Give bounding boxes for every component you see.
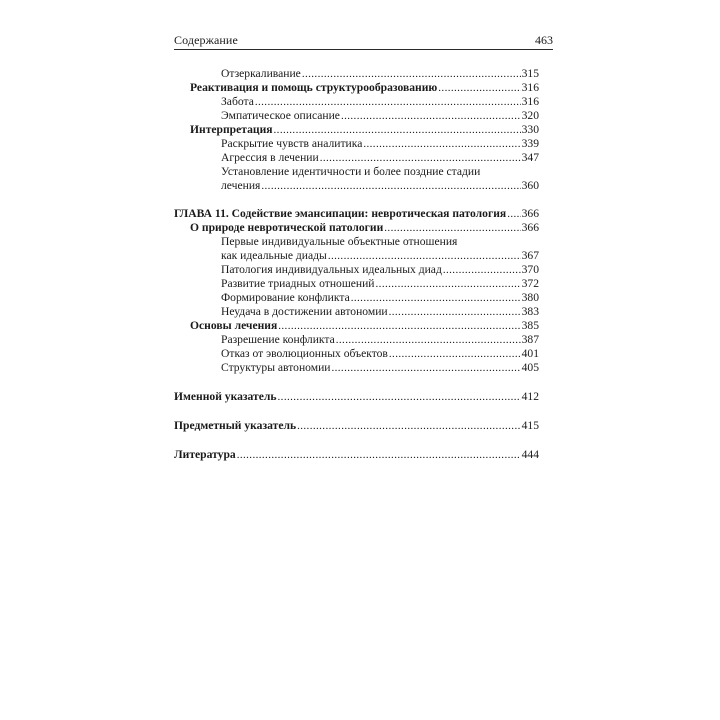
toc-chapter-page: 412 [521, 390, 539, 403]
toc-entry-page: 401 [521, 347, 539, 360]
toc-section [190, 123, 539, 137]
toc-entry [221, 249, 539, 263]
toc-chapter-label: Именной указатель [174, 390, 277, 403]
toc-section-label: Реактивация и помощь структурообразованию [190, 81, 438, 94]
toc-chapter [174, 419, 539, 433]
toc-entry-label: Патология индивидуальных идеальных диад [221, 263, 442, 276]
toc-entry-label: Агрессия в лечении [221, 151, 319, 164]
toc-section-page: 366 [521, 221, 539, 234]
leader-dots [336, 333, 521, 347]
toc-section [190, 221, 539, 235]
toc-entry-page: 372 [521, 277, 539, 290]
toc-entry-page: 347 [521, 151, 539, 164]
toc-entry-page: 370 [521, 263, 539, 276]
toc-entry-page: 320 [521, 109, 539, 122]
leader-dots [302, 67, 521, 81]
toc-entry [221, 333, 539, 347]
running-header [174, 31, 553, 50]
toc-entry [221, 361, 539, 375]
toc-chapter [174, 207, 539, 221]
leader-dots [438, 81, 520, 95]
toc-entry-label-line: Установление идентичности и более поздние стадии [221, 165, 481, 178]
toc-chapter [174, 448, 539, 462]
toc-entry [221, 179, 539, 193]
page-number: 463 [535, 33, 553, 47]
toc-section-page: 330 [521, 123, 539, 136]
toc-entry-label: как идеальные диады [221, 249, 327, 262]
toc-entry-label: лечения [221, 179, 261, 192]
toc-entry-label: Отзеркаливание [221, 67, 301, 80]
leader-dots [328, 249, 521, 263]
toc-entry-label: Раскрытие чувств аналитика [221, 137, 363, 150]
toc-chapter-label: ГЛАВА 11. Содействие эмансипации: невротическая патология [174, 207, 507, 220]
toc-chapter-page: 415 [521, 419, 539, 432]
toc-entry-page: 383 [521, 305, 539, 318]
toc-section-label: Интерпретация [190, 123, 273, 136]
leader-dots [351, 291, 521, 305]
toc-entry [221, 95, 539, 109]
toc-entry-label: Формирование конфликта [221, 291, 350, 304]
toc-entry [221, 291, 539, 305]
toc-section-label: Основы лечения [190, 319, 278, 332]
leader-dots [341, 109, 521, 123]
toc-chapter [174, 390, 539, 404]
leader-dots [237, 448, 521, 462]
toc-entry [221, 109, 539, 123]
leader-dots [376, 277, 521, 291]
toc-chapter-page: 366 [521, 207, 539, 220]
leader-dots [261, 179, 520, 193]
toc-entry [221, 67, 539, 81]
leader-dots [384, 221, 520, 235]
running-header-section: Содержание [174, 33, 238, 47]
toc-section-label: О природе невротической патологии [190, 221, 384, 234]
toc-entry-page: 380 [521, 291, 539, 304]
leader-dots [507, 207, 520, 221]
toc-entry-page: 315 [521, 67, 539, 80]
toc-entry-label: Разрешение конфликта [221, 333, 335, 346]
leader-dots [297, 419, 521, 433]
toc-entry-label-line: Первые индивидуальные объектные отношения [221, 235, 458, 248]
leader-dots [274, 123, 521, 137]
toc-entry-label: Забота [221, 95, 254, 108]
toc-chapter-label: Литература [174, 448, 236, 461]
leader-dots [443, 263, 521, 277]
leader-dots [363, 137, 520, 151]
toc-section [190, 319, 539, 333]
toc-entry [221, 137, 539, 151]
toc-entry [221, 263, 539, 277]
leader-dots [389, 347, 521, 361]
toc-entry-page: 387 [521, 333, 539, 346]
leader-dots [389, 305, 521, 319]
leader-dots [320, 151, 521, 165]
toc-chapter-page: 444 [521, 448, 539, 461]
toc-entry-label: Отказ от эволюционных объектов [221, 347, 388, 360]
toc-entry [221, 151, 539, 165]
leader-dots [278, 319, 520, 333]
toc-entry-page: 339 [521, 137, 539, 150]
leader-dots [255, 95, 521, 109]
toc-entry [221, 305, 539, 319]
toc-entry-label: Развитие триадных отношений [221, 277, 375, 290]
toc-entry [221, 277, 539, 291]
toc-entry [221, 347, 539, 361]
toc-chapter-label: Предметный указатель [174, 419, 297, 432]
toc-section-page: 385 [521, 319, 539, 332]
leader-dots [331, 361, 520, 375]
toc-entry-page: 405 [521, 361, 539, 374]
toc-section-page: 316 [521, 81, 539, 94]
toc-entry-label: Неудача в достижении автономии [221, 305, 388, 318]
toc-section [190, 81, 539, 95]
toc-entry-label: Эмпатическое описание [221, 109, 340, 122]
toc-entry-label: Структуры автономии [221, 361, 331, 374]
toc-entry-page: 360 [521, 179, 539, 192]
toc-entry-page: 367 [521, 249, 539, 262]
toc-entry-page: 316 [521, 95, 539, 108]
leader-dots [278, 390, 521, 404]
